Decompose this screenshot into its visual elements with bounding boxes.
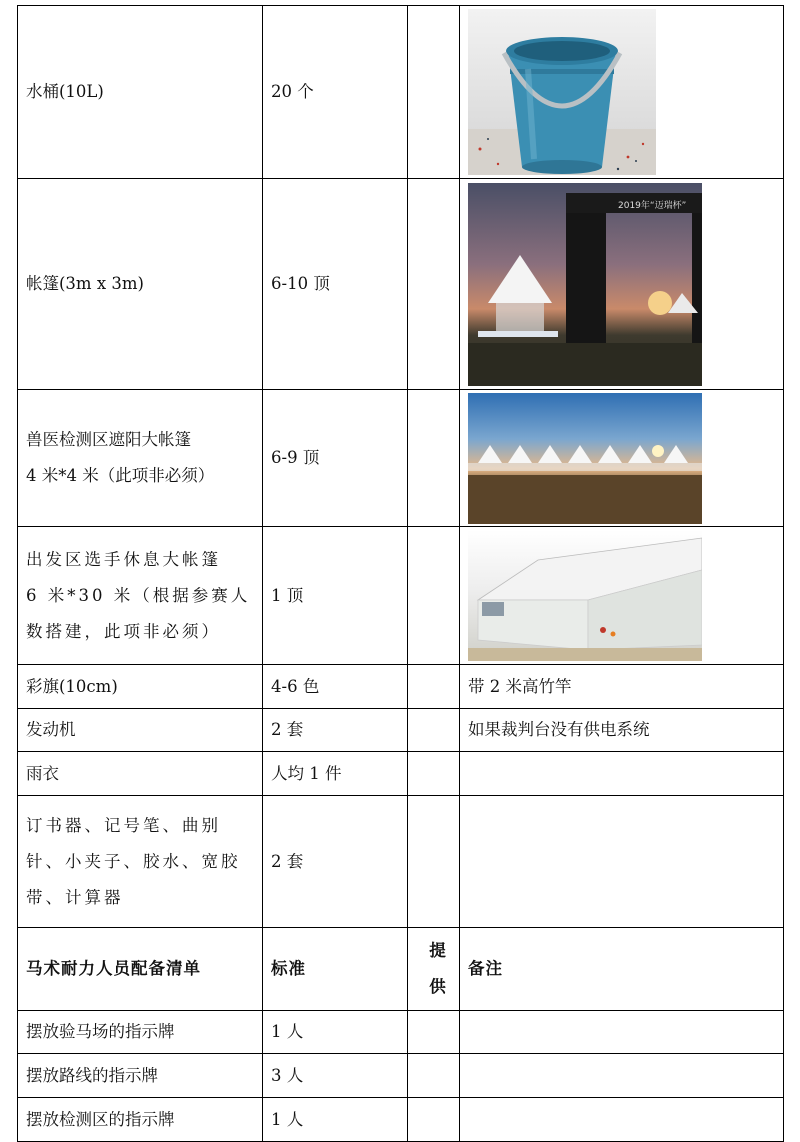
- provide-cell: [408, 752, 460, 796]
- item-cell: [18, 527, 263, 665]
- header-provide: [408, 928, 460, 1011]
- tent-gate-photo: [468, 183, 702, 386]
- table-row: [18, 665, 784, 709]
- note-cell: [460, 1098, 784, 1142]
- provide-cell: [408, 527, 460, 665]
- item-cell: 摆放检测区的指示牌: [18, 1098, 263, 1142]
- qty-cell: 人均 1 件: [263, 752, 408, 796]
- item-line: 6 米*30 米（根据参赛人: [26, 585, 251, 605]
- photo-cell: [460, 179, 784, 390]
- qty-cell: 2 套: [263, 796, 408, 928]
- provide-cell: [408, 1011, 460, 1054]
- table-row: [18, 1054, 784, 1098]
- qty-cell: 1 人: [263, 1098, 408, 1142]
- note-cell: [460, 752, 784, 796]
- provide-cell: [408, 6, 460, 179]
- note-cell: [460, 796, 784, 928]
- qty-cell: 1 人: [263, 1011, 408, 1054]
- qty-cell: 2 套: [263, 709, 408, 752]
- photo-cell: [460, 390, 784, 527]
- item-cell: [18, 796, 263, 928]
- qty-cell: 6-9 顶: [263, 390, 408, 527]
- table-row: [18, 179, 784, 390]
- photo-cell: [460, 527, 784, 665]
- provide-cell: [408, 665, 460, 709]
- header-qty: 标准: [263, 928, 408, 1011]
- table-row: [18, 527, 784, 665]
- qty-cell: 3 人: [263, 1054, 408, 1098]
- item-cell: 摆放验马场的指示牌: [18, 1011, 263, 1054]
- item-line: 兽医检测区遮阳大帐篷: [26, 430, 191, 449]
- provide-cell: [408, 1054, 460, 1098]
- table-row: [18, 1011, 784, 1054]
- item-cell: 雨衣: [18, 752, 263, 796]
- qty-cell: 4-6 色: [263, 665, 408, 709]
- item-line: 针、小夹子、胶水、宽胶: [26, 851, 241, 871]
- note-cell: 如果裁判台没有供电系统: [460, 709, 784, 752]
- photo-cell: [460, 6, 784, 179]
- table-row: [18, 1098, 784, 1142]
- item-cell: 彩旗(10cm): [18, 665, 263, 709]
- table-row: [18, 752, 784, 796]
- item-cell: [18, 390, 263, 527]
- item-line: 带、计算器: [26, 887, 124, 907]
- note-cell: [460, 1011, 784, 1054]
- big-tent-photo: [468, 530, 702, 661]
- header-provide-line: 供: [429, 977, 446, 996]
- item-cell: 帐篷(3m x 3m): [18, 179, 263, 390]
- item-line: 出发区选手休息大帐篷: [26, 549, 221, 569]
- note-cell: 带 2 米高竹竿: [460, 665, 784, 709]
- item-line: 数搭建，此项非必须）: [26, 621, 221, 641]
- item-line: 4 米*4 米（此项非必须）: [26, 466, 215, 485]
- item-line: 订书器、记号笔、曲别: [26, 815, 221, 835]
- item-cell: 发动机: [18, 709, 263, 752]
- header-provide-line: 提: [429, 941, 446, 960]
- item-cell: 水桶(10L): [18, 6, 263, 179]
- qty-cell: 6-10 顶: [263, 179, 408, 390]
- bucket-photo: [468, 9, 656, 175]
- tent-row-photo: [468, 393, 702, 524]
- table-row: [18, 6, 784, 179]
- provide-cell: [408, 390, 460, 527]
- provide-cell: [408, 179, 460, 390]
- qty-cell: 20 个: [263, 6, 408, 179]
- table-row: [18, 796, 784, 928]
- section-header-row: [18, 928, 784, 1011]
- gate-banner-text: 2019年“迈瑞杯”: [618, 200, 687, 211]
- qty-cell: 1 顶: [263, 527, 408, 665]
- header-item: 马术耐力人员配备清单: [18, 928, 263, 1011]
- provide-cell: [408, 1098, 460, 1142]
- table-row: [18, 390, 784, 527]
- header-note: 备注: [460, 928, 784, 1011]
- equipment-table: [17, 5, 784, 1142]
- provide-cell: [408, 796, 460, 928]
- table-row: [18, 709, 784, 752]
- provide-cell: [408, 709, 460, 752]
- note-cell: [460, 1054, 784, 1098]
- item-cell: 摆放路线的指示牌: [18, 1054, 263, 1098]
